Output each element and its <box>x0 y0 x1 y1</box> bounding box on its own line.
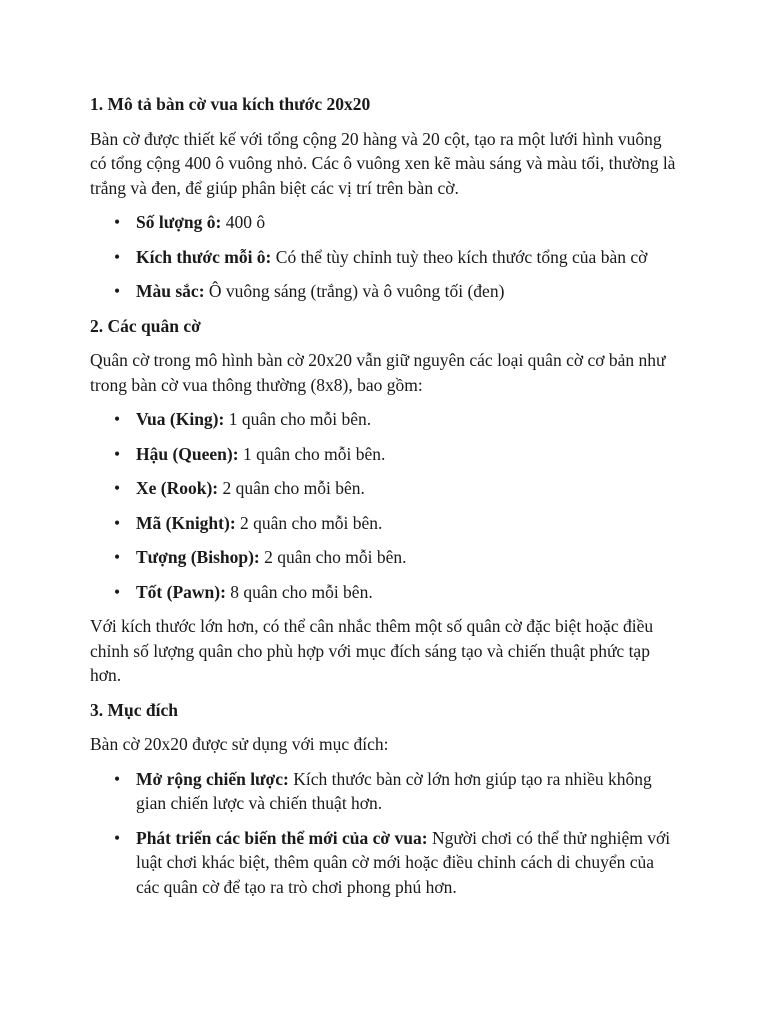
item-term: Mã (Knight): <box>136 512 236 533</box>
item-text: 2 quân cho mỗi bên. <box>235 512 383 533</box>
purpose-list <box>90 767 678 900</box>
item-text: 2 quân cho mỗi bên. <box>218 478 365 498</box>
item-term: Vua (King): <box>136 409 225 429</box>
item-text: 400 ô <box>221 212 266 232</box>
section-intro-purpose: Bàn cờ 20x20 được sử dụng với mục đích: <box>90 734 389 754</box>
list-item <box>136 545 678 570</box>
item-term: Kích thước mỗi ô: <box>136 246 272 267</box>
pieces-list <box>90 407 678 604</box>
item-text: 2 quân cho mỗi bên. <box>259 547 407 567</box>
item-text: 8 quân cho mỗi bên. <box>225 581 373 602</box>
section-heading-purpose: 3. Mục đích <box>90 699 178 720</box>
item-term: Tốt (Pawn): <box>136 581 226 602</box>
item-text: Ô vuông sáng (trắng) và ô vuông tối (đen) <box>204 281 505 301</box>
list-item <box>136 210 678 235</box>
item-text: Có thể tùy chỉnh tuỳ theo kích thước tổng của bàn cờ <box>271 246 648 267</box>
list-item <box>136 279 678 304</box>
item-text: 1 quân cho mỗi bên. <box>238 443 386 464</box>
section-outro-pieces: Với kích thước lớn hơn, có thể cân nhắc thêm một số quân cờ đặc biệt hoặc điều chỉnh số lượng quân cho phù hợp với mục đích sáng tạo và chiến thuật phức tạp hơn. <box>90 616 654 685</box>
list-item <box>136 580 678 605</box>
item-term: Xe (Rook): <box>136 478 219 498</box>
list-item <box>136 767 678 816</box>
list-item <box>136 407 678 432</box>
item-term: Tượng (Bishop): <box>136 547 260 567</box>
section-intro-pieces: Quân cờ trong mô hình bàn cờ 20x20 vẫn giữ nguyên các loại quân cờ cơ bản như trong bàn cờ vua thông thường (8x8), bao gồm: <box>90 350 666 395</box>
item-text: Kích thước bàn cờ lớn hơn giúp tạo ra nhiều không gian chiến lược và chiến thuật hơn. <box>136 768 652 813</box>
list-item <box>136 511 678 536</box>
item-text: 1 quân cho mỗi bên. <box>224 409 372 429</box>
list-item <box>136 245 678 270</box>
item-term: Phát triển các biến thể mới của cờ vua: <box>136 827 428 848</box>
list-item <box>136 476 678 501</box>
item-term: Số lượng ô: <box>136 212 222 232</box>
section-intro-board: Bàn cờ được thiết kế với tổng cộng 20 hàng và 20 cột, tạo ra một lưới hình vuông có tổng cộng 400 ô vuông nhỏ. Các ô vuông xen kẽ màu sáng và màu tối, thường là trắng và đen, để giúp phân biệt các vị trí trên bàn cờ. <box>90 128 676 198</box>
item-term: Màu sắc: <box>136 281 205 301</box>
list-item <box>136 442 678 467</box>
item-text: Người chơi có thể thử nghiệm với luật chơi khác biệt, thêm quân cờ mới hoặc điều chỉnh cách di chuyển của các quân cờ để tạo ra trò chơi phong phú hơn. <box>136 827 671 897</box>
section-heading-board: 1. Mô tả bàn cờ vua kích thước 20x20 <box>90 94 371 114</box>
list-item <box>136 826 678 900</box>
item-term: Hậu (Queen): <box>136 443 239 464</box>
board-properties-list <box>90 210 678 304</box>
section-heading-pieces: 2. Các quân cờ <box>90 315 201 336</box>
item-term: Mở rộng chiến lược: <box>136 768 289 789</box>
